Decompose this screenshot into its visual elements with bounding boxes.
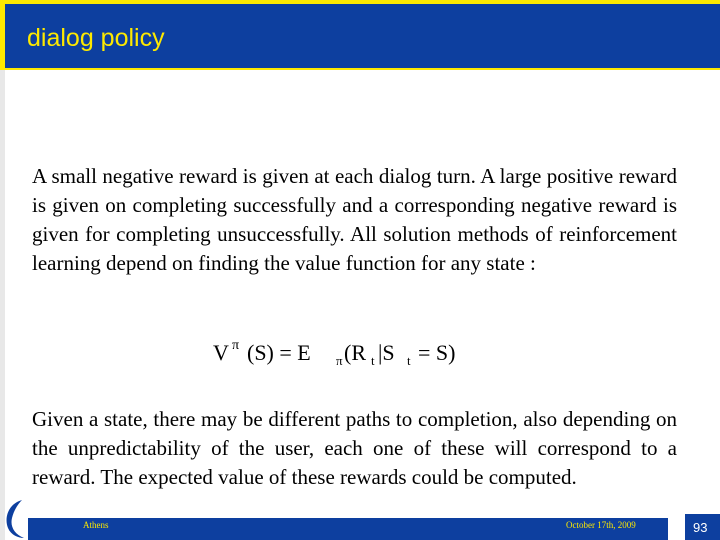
footer-date: October 17th, 2009 [566,520,636,530]
formula-t2-sub: t [407,353,411,368]
formula-pi-sub: π [336,353,343,368]
value-function-formula [213,332,473,372]
paragraph-1: A small negative reward is given at each dialog turn. A large positive reward is given on completing successfully and a corresponding negative reward is given for completing unsuccessfully. All solution methods of reinforcement learning depend on finding the value function for any state : [32,164,677,275]
formula-bar: |S [378,340,395,365]
page-number: 93 [693,520,708,535]
footer-location: Athens [83,520,109,530]
formula-t1-sub: t [371,353,375,368]
formula-arg: (S) = E [247,340,311,365]
formula-mid: (R [344,340,366,365]
formula-pi-sup: π [232,338,240,353]
slide-title: dialog policy [27,24,165,52]
left-edge-strip [0,70,5,540]
formula-rhs: = S) [418,340,456,365]
formula-v: V [213,340,229,365]
paragraph-2: Given a state, there may be different paths to completion, also depending on the unpredictability of the user, each one of these will correspond to a reward. The expected value of these rewards could be computed. [32,407,677,489]
